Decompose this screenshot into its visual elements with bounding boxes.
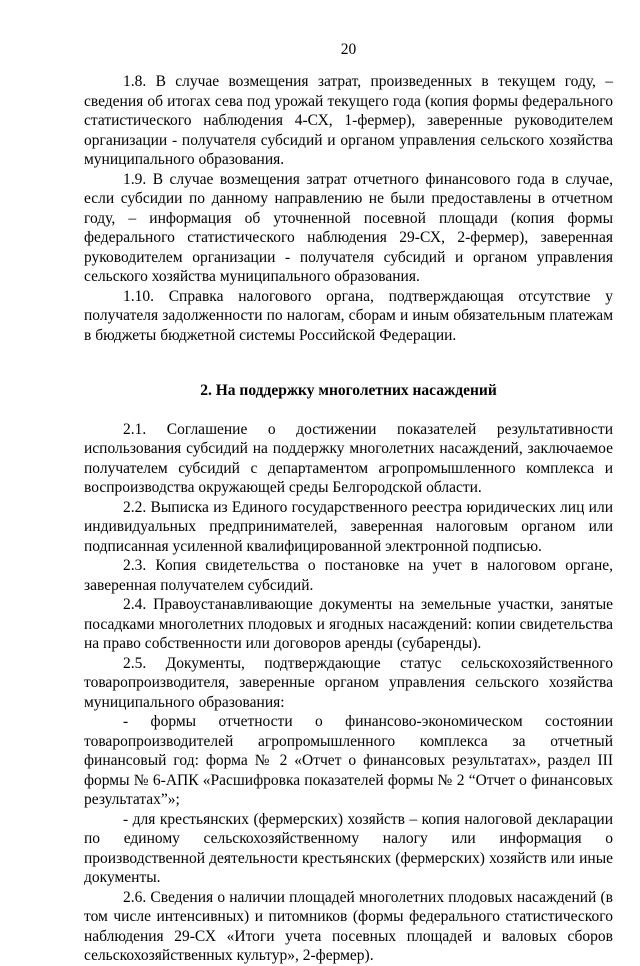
list-item-reporting-forms: - формы отчетности о финансово-экономическом состоянии товаропроизводителей агропромышленного комплекса за отчетный финансовый год: форма № 2 «Отчет о финансовых результатах», раздел III формы № 6-АПК «Расшифровка показателей формы № 2 “Отчет о финансовых результатах”»; [84, 713, 613, 808]
paragraph-1-10: 1.10. Справка налогового органа, подтверждающая отсутствие у получателя задолженности по налогам, сборам и иным обязательным платежам в бюджеты бюджетной системы Российской Федерации. [84, 287, 613, 344]
paragraph-1-9: 1.9. В случае возмещения затрат отчетного финансового года в случае, если субсидии по данному направлению не были предоставлены в отчетном году, – информация об уточненной посевной площади (копия формы федерального статистического наблюдения 29-СХ, 2-фермер), заверенная руководителем организации - получателя субсидий и органом управления сельского хозяйства муниципального образования. [84, 170, 613, 285]
document-body [84, 72, 613, 966]
page-number: 20 [340, 41, 357, 58]
list-item-farm-declaration: - для крестьянских (фермерских) хозяйств – копия налоговой декларации по единому сельскохозяйственному налогу или информация о производственной деятельности крестьянских (фермерских) хозяйств или иные документы. [84, 810, 613, 886]
paragraph-1-8: 1.8. В случае возмещения затрат, произведенных в текущем году, – сведения об итогах сева под урожай текущего года (копия формы федерального статистического наблюдения 4-СХ, 1-фермер), заверенные руководителем организации - получателя субсидий и органом управления сельского хозяйства муниципального образования. [84, 73, 613, 168]
paragraph-2-4: 2.4. Правоустанавливающие документы на земельные участки, занятые посадками многолетних плодовых и ягодных насаждений: копии свидетельства на право собственности или договоров аренды (субаренды). [84, 596, 613, 652]
paragraph-2-3: 2.3. Копия свидетельства о постановке на учет в налоговом органе, заверенная получателем субсидий. [84, 557, 613, 594]
section-heading: 2. На поддержку многолетних насаждений [200, 382, 497, 399]
paragraph-2-1: 2.1. Соглашение о достижении показателей результативности использования субсидий на поддержку многолетних насаждений, заключаемое получателем субсидий с департаментом агропромышленного комплекса и воспроизводства окружающей среды Белгородской области. [84, 420, 613, 496]
paragraph-2-5: 2.5. Документы, подтверждающие статус сельскохозяйственного товаропроизводителя, заверенные органом управления сельского хозяйства муниципального образования: [84, 654, 613, 711]
paragraph-2-2: 2.2. Выписка из Единого государственного реестра юридических лиц или индивидуальных предпринимателей, заверенная налоговым органом или подписанная усиленной квалифицированной электронной подписью. [84, 498, 613, 555]
paragraph-2-6: 2.6. Сведения о наличии площадей многолетних плодовых насаждений (в том числе интенсивных) и питомников (формы федерального статистического наблюдения 29-СХ «Итоги учета посевных площадей и валовых сборов сельскохозяйственных культур», 2-фермер). [84, 888, 613, 964]
